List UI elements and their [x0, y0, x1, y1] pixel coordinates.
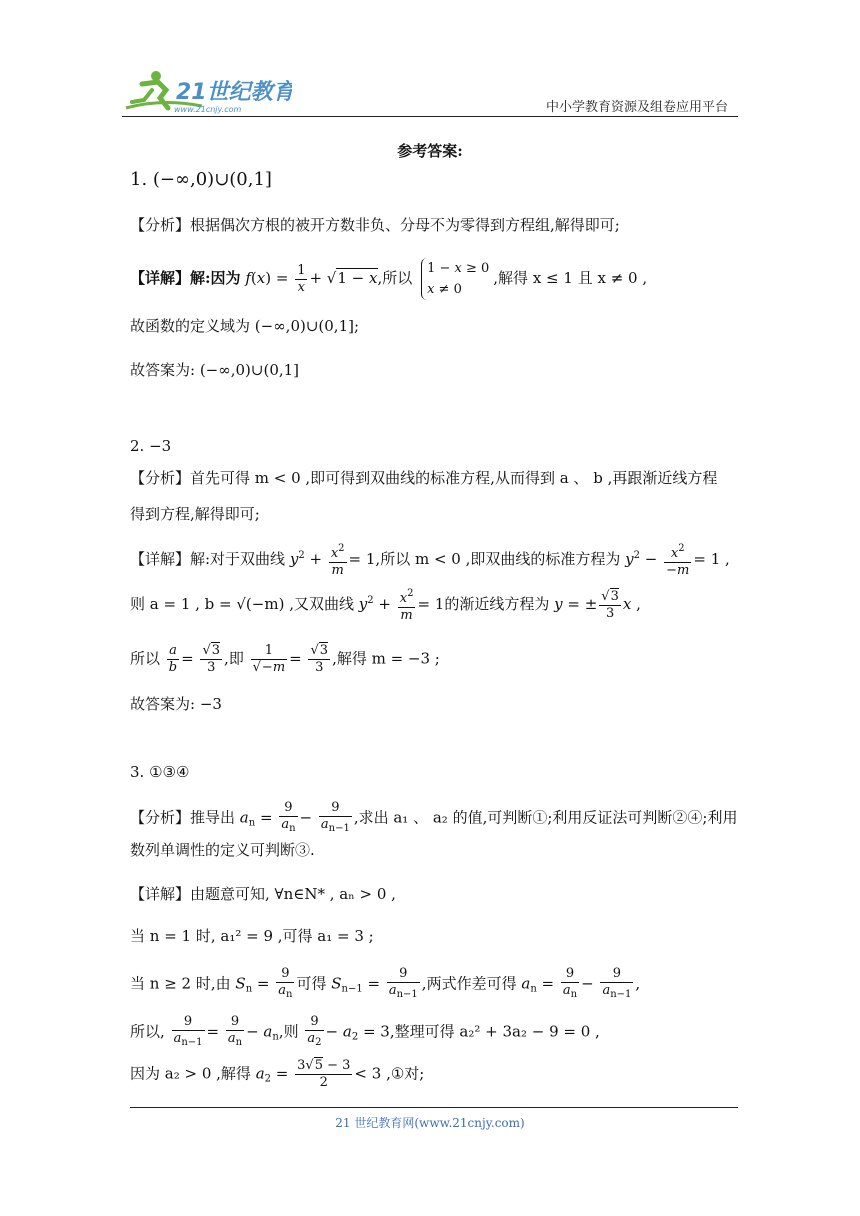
q1-answer: 1. (−∞,0)∪(0,1]	[130, 169, 272, 190]
q2-detail: 【详解】解:对于双曲线 $y^2$ + $\frac{x^2}{m}$ = 1,所以 m < 0 ,即双曲线的标准方程为 $y^2$ − $\frac{x^2}{-m}$ = 1 ,	[130, 543, 730, 578]
q1-domain: 故函数的定义域为 (−∞,0)∪(0,1];	[130, 317, 360, 335]
q3-detail-5: 因为 a₂ > 0 ,解得 $a_2$ = $\frac{3√5 - 3}{2}$ < 3 ,①对;	[130, 1058, 425, 1090]
q3-detail-4: 所以, $\frac{9}{a_{n-1}}$ = $\frac{9}{a_n}$ − $a_n$,则 $\frac{9}{a_2}$ − $a_2 = 3$,整理可得 a₂² + 3a₂ − 9 = 0 ,	[130, 1014, 600, 1048]
site-logo	[122, 68, 292, 118]
q3-analysis-2: 数列单调性的定义可判断③.	[130, 841, 315, 859]
q3-answer: 3. ①③④	[130, 763, 190, 781]
q2-answer: 2. −3	[130, 437, 172, 455]
q3-detail-2: 当 n = 1 时, a₁² = 9 ,可得 a₁ = 3 ;	[130, 927, 374, 945]
q3-analysis-1: 【分析】推导出 $a_n$ = $\frac{9}{a_n}$ − $\frac{9}{a_{n-1}}$ ,求出 a₁ 、 a₂ 的值,可判断①;利用反证法可判断②④;利用	[130, 800, 738, 834]
header-platform-label: 中小学教育资源及组卷应用平台	[545, 100, 728, 115]
q3-detail-3: 当 n ≥ 2 时,由 $S_n$ = $\frac{9}{a_n}$ 可得 $S_{n-1}$ = $\frac{9}{a_{n-1}}$ ,两式作差可得 $a_n$ = $\frac{9}{a_n}$ − $\frac{9}{a_{n-1}}$ ,	[130, 966, 641, 1000]
q1-analysis: 【分析】根据偶次方根的被开方数非负、分母不为零得到方程组,解得即可;	[130, 216, 620, 234]
page-title: 参考答案:	[397, 142, 463, 160]
q1-detail: 【详解】解:因为 f(x) = $\frac{1}{x}$ + √1 − x,所以 1 − x ≥ 0 x ≠ 0,解得 x ≤ 1 且 x ≠ 0 ,	[130, 258, 647, 300]
q2-line-c: 所以 $\frac{a}{b}$ = $\frac{√3}{3}$ ,即 $\frac{1}{√-m}$ = $\frac{√3}{3}$ ,解得 m = −3 ;	[130, 643, 440, 675]
q2-line-b: 则 a = 1 , b = √(−m) ,又双曲线 $y^2$ + $\frac{x^2}{m}$ = 1的渐近线方程为 y = ± $\frac{√3}{3}$ x ,	[130, 588, 641, 623]
footer-link[interactable]: 21 世纪教育网(www.21cnjy.com)	[335, 1116, 525, 1130]
q2-analysis-1: 【分析】首先可得 m < 0 ,即可得到双曲线的标准方程,从而得到 a 、 b ,再跟渐近线方程	[130, 469, 718, 487]
header-divider	[122, 116, 738, 117]
svg-text:www.21cnjy.com: www.21cnjy.com	[174, 105, 242, 114]
q2-analysis-2: 得到方程,解得即可;	[130, 505, 260, 523]
q1-final: 故答案为: (−∞,0)∪(0,1]	[130, 361, 300, 379]
q3-detail-1: 【详解】由题意可知, ∀n∈N* , aₙ > 0 ,	[130, 885, 396, 903]
footer-divider	[130, 1107, 738, 1108]
q2-final: 故答案为: −3	[130, 695, 222, 713]
svg-text:21世纪教育: 21世纪教育	[176, 80, 292, 105]
